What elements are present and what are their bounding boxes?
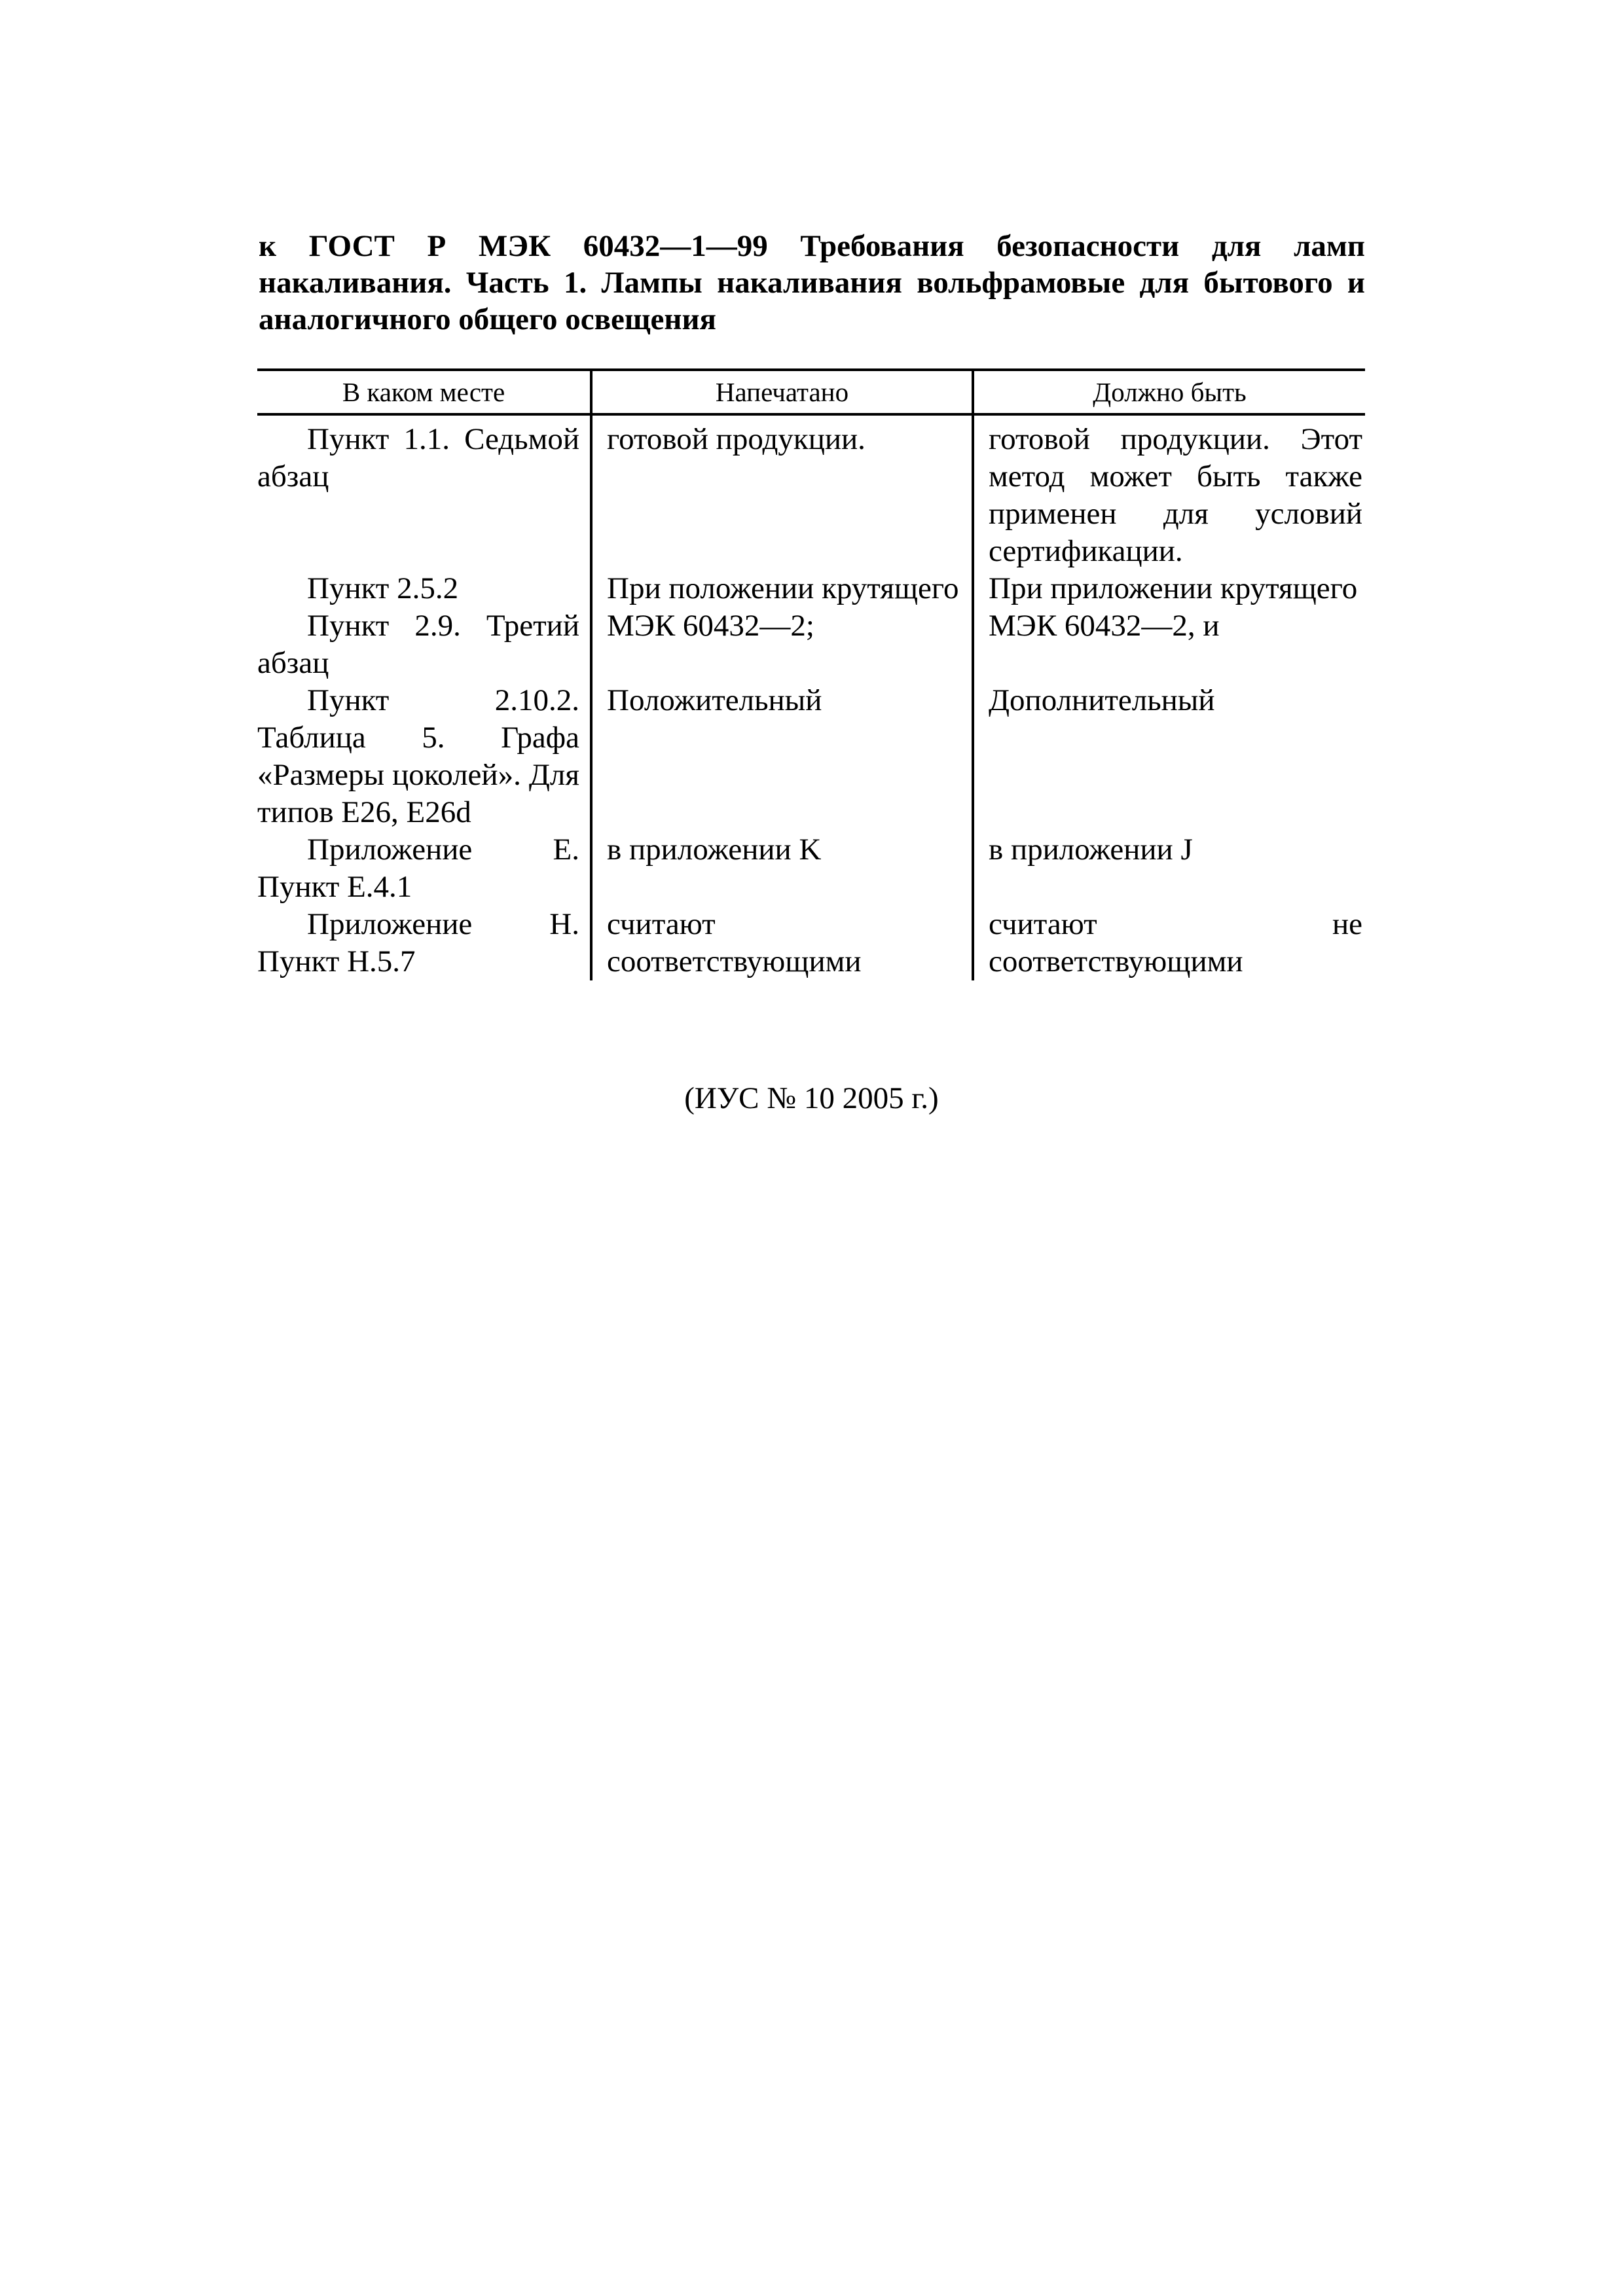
cell-printed: При положении крутящего [591,570,973,607]
table-row [257,831,1365,906]
cell-place: Пункт 2.5.2 [307,571,459,605]
document-title: к ГОСТ Р МЭК 60432—1—99 Требования безопасности для ламп накаливания. Часть 1. Лампы накаливания вольфрамовые для бытового и аналогичного общего освещения [259,229,1365,336]
cell-printed: МЭК 60432—2; [591,607,973,682]
cell-should-be: готовой продукции. Этот метод может быть также применен для условий сертификации. [973,414,1365,570]
cell-should-be: Дополнительный [973,682,1365,831]
cell-place: Приложение H. Пункт H.5.7 [257,907,579,978]
table-row [257,607,1365,682]
cell-printed: в приложении K [591,831,973,906]
cell-place: Приложение E. Пункт E.4.1 [257,833,579,904]
table-row [257,570,1365,607]
cell-place: Пункт 2.10.2. Таблица 5. Графа «Размеры цоколей». Для типов E26, E26d [257,683,579,829]
cell-place: Пункт 2.9. Третий абзац [257,609,579,680]
publication-reference: (ИУС № 10 2005 г.) [684,1081,939,1115]
cell-place: Пункт 1.1. Седьмой абзац [257,422,579,493]
table-header-row [257,370,1365,414]
table-row [257,682,1365,831]
cell-printed: готовой продукции. [591,414,973,570]
cell-should-be: МЭК 60432—2, и [973,607,1365,682]
header-should-be: Должно быть [973,370,1365,414]
errata-table [257,368,1365,980]
header-place: В каком месте [342,376,505,407]
cell-should-be: считают не соответствующими [973,906,1365,980]
cell-should-be: в приложении J [973,831,1365,906]
header-printed: Напечатано [591,370,973,414]
cell-should-be: При приложении крутящего [973,570,1365,607]
cell-printed: считают соответствующими [591,906,973,980]
cell-printed: Положительный [591,682,973,831]
table-row [257,906,1365,980]
table-row [257,414,1365,570]
